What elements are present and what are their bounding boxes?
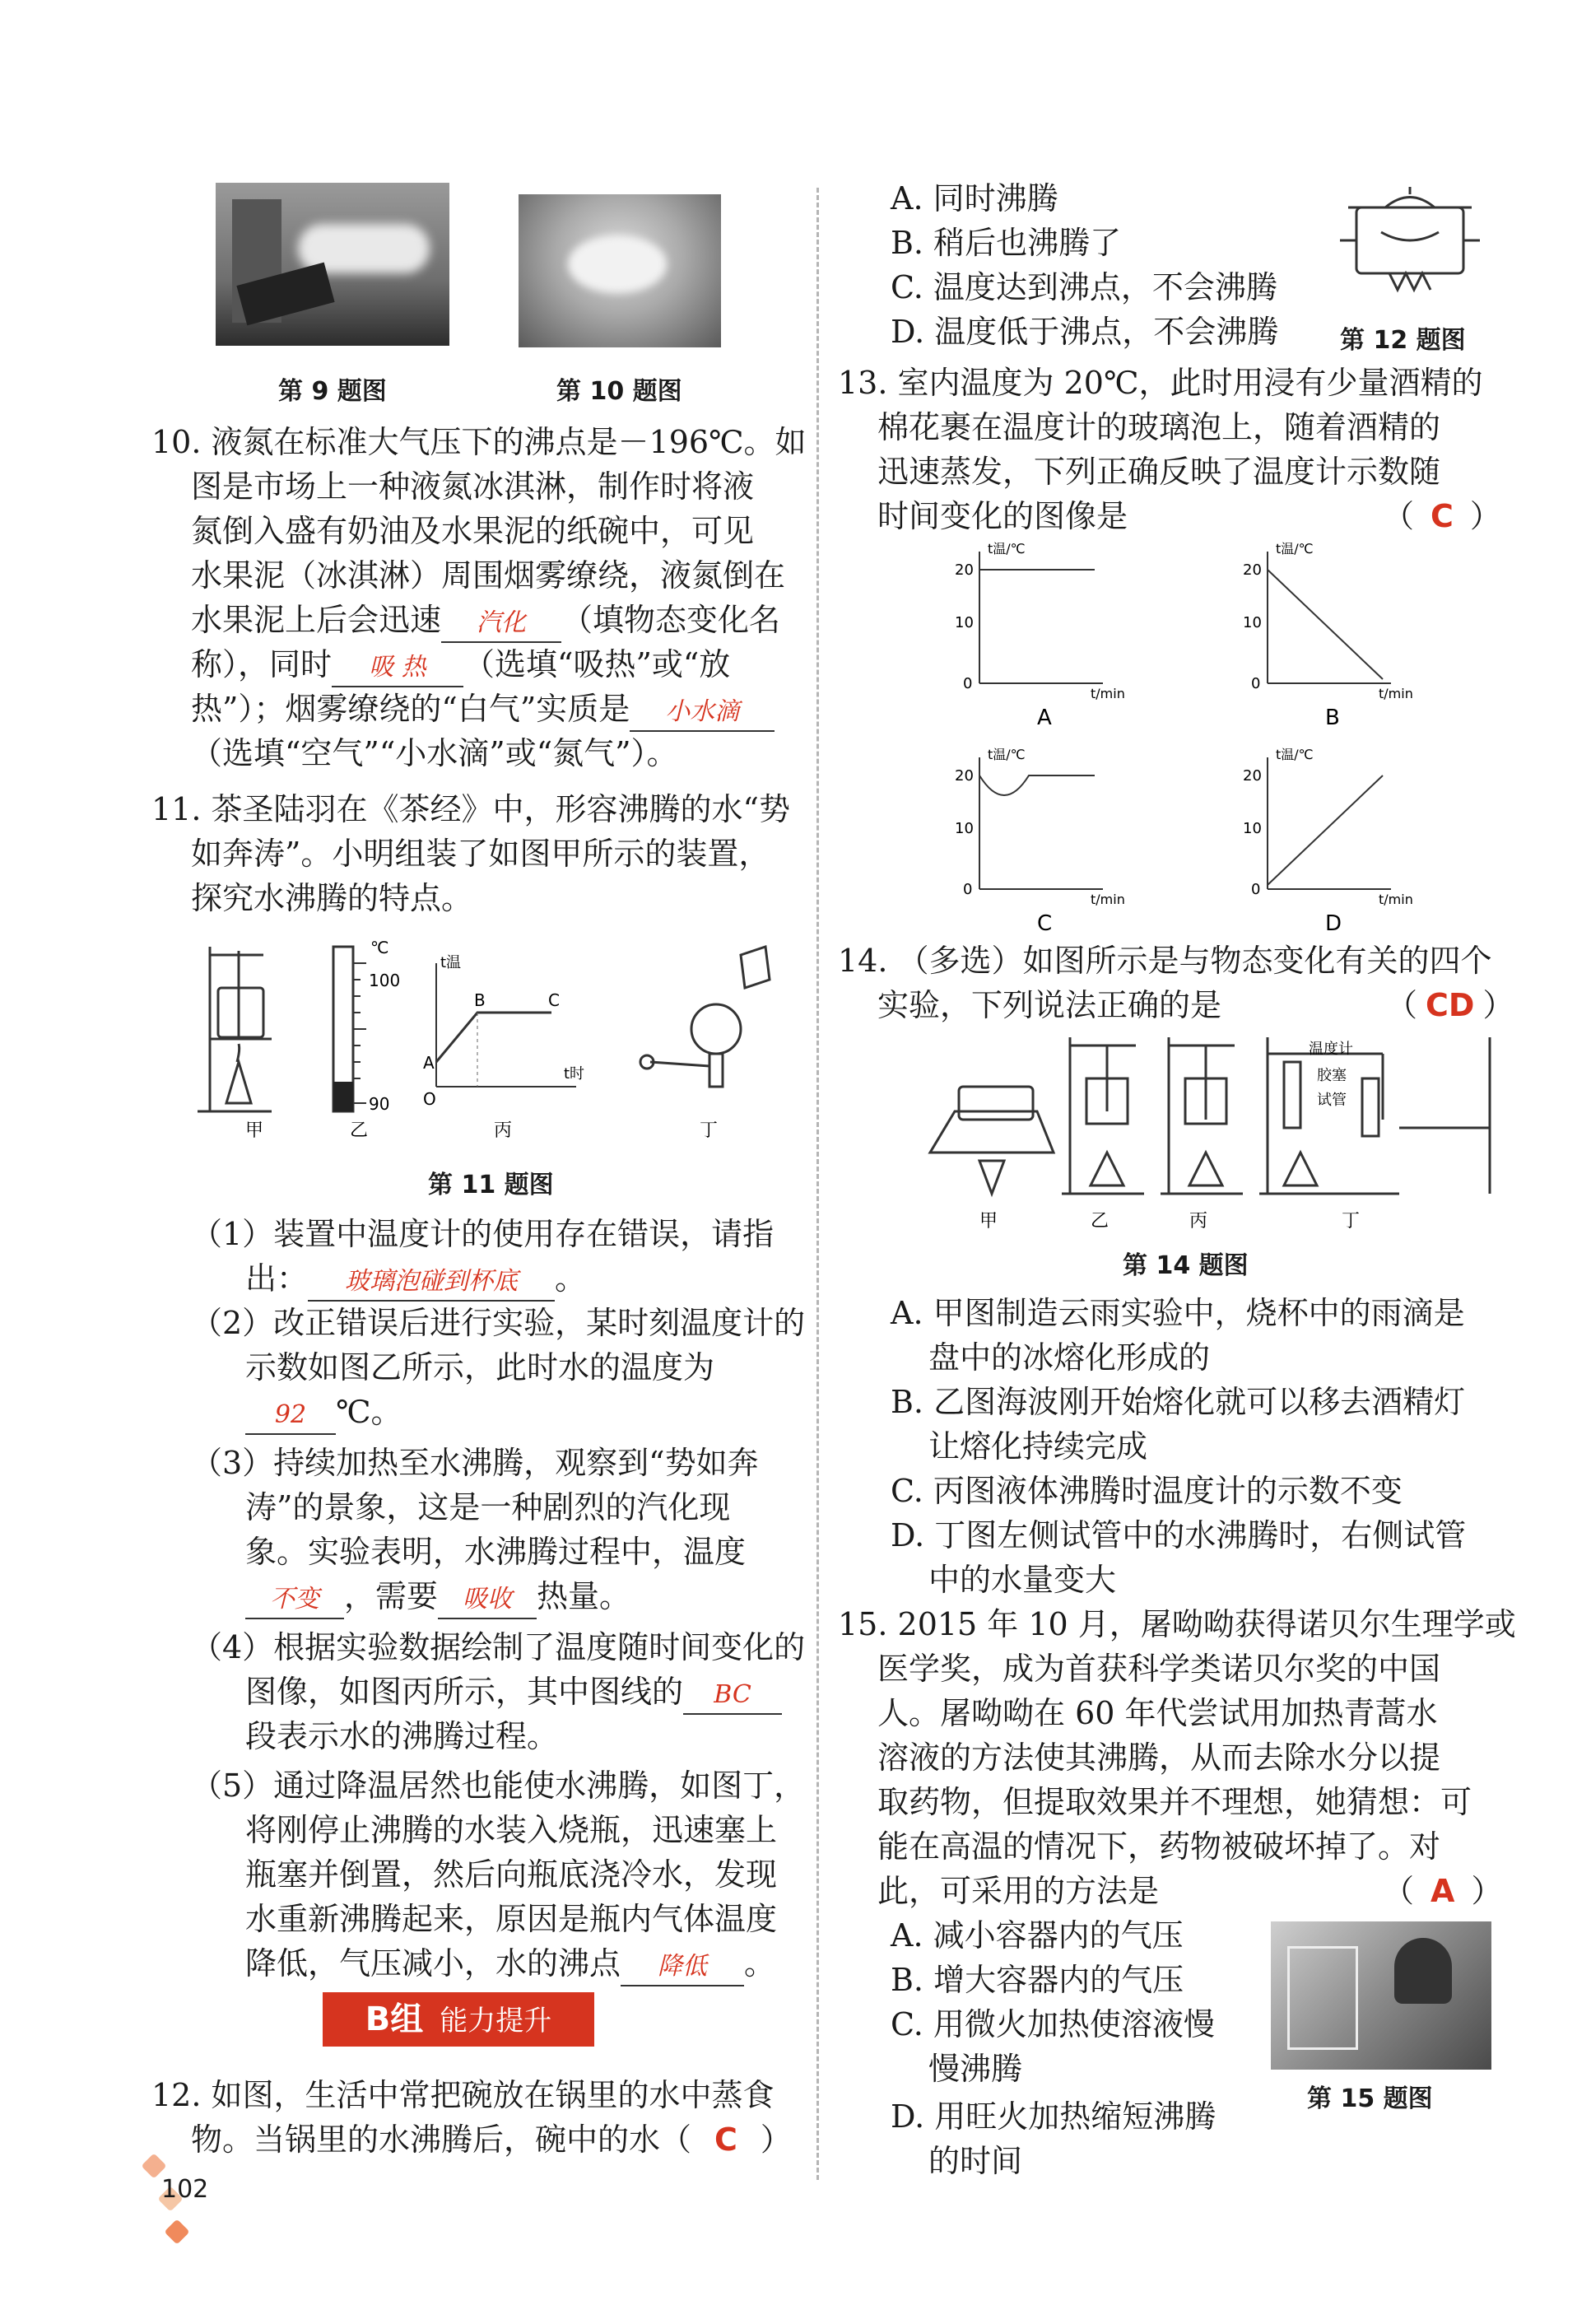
q10-line1: 10. 液氮在标准大气压下的沸点是－196℃。如 (151, 424, 807, 460)
fig14-text-thermometer: 温度计 (1309, 1041, 1353, 1058)
q11-p2-line1: （2）改正错误后进行实验，某时刻温度计的 (191, 1305, 806, 1341)
graph-c-tick: 10 (955, 820, 974, 837)
q10-text: （填物态变化名 (561, 602, 781, 638)
q11-p1-line1: （1）装置中温度计的使用存在错误，请指 (191, 1216, 775, 1252)
point-b: B (474, 990, 486, 1010)
q10-answer-1: 汽化 (477, 608, 527, 637)
fig14-label-ding: 丁 (1342, 1211, 1361, 1232)
section-banner (323, 1992, 594, 2047)
thermo-bottom: 90 (369, 1094, 390, 1114)
q12-line1: 12. 如图，生活中常把碗放在锅里的水中蒸食 (151, 2077, 775, 2113)
q15-line7: 此，可采用的方法是 (877, 1873, 1160, 1909)
fig9-photo (216, 183, 449, 346)
graph-d-tick: 0 (1251, 881, 1261, 898)
graph-b-tick: 20 (1243, 561, 1262, 579)
q10-line8: （选填“空气”“小水滴”或“氮气”）。 (191, 735, 678, 771)
graph-a (955, 541, 1125, 730)
q10-answer-blank (630, 691, 775, 732)
fig11-label-jia: 甲 (245, 1120, 264, 1141)
graph-b-tick: 0 (1251, 675, 1261, 692)
q14-line2: 实验，下列说法正确的是 (877, 987, 1222, 1023)
flask-ding (640, 947, 770, 1087)
fig9-caption: 第 9 题图 (278, 377, 387, 406)
q12-option-a: A. 同时沸腾 (891, 180, 1058, 217)
q14-answer: CD (1426, 987, 1475, 1023)
graph-d-tick: 20 (1243, 767, 1262, 785)
q11-answer-blank (438, 1578, 537, 1619)
column-divider (816, 188, 819, 2180)
graph-c-tick: 20 (955, 767, 974, 785)
q13-line2: 棉花裹在温度计的玻璃泡上，随着酒精的 (877, 409, 1441, 445)
banner-group: B组 (365, 2000, 424, 2038)
fig11-diagram (189, 930, 798, 1144)
q11-p3-line1: （3）持续加热至水沸腾，观察到“势如奔 (191, 1445, 759, 1481)
fig15-caption: 第 15 题图 (1307, 2084, 1433, 2113)
graph-t-label: t温 (440, 954, 462, 971)
graph-d-xaxis: t/min (1379, 892, 1413, 907)
q14-line1: 14. （多选）如图所示是与物态变化有关的四个 (838, 943, 1492, 979)
fig12-caption: 第 12 题图 (1340, 326, 1466, 355)
q10-text: 热”）；烟雾缭绕的“白气”实质是 (191, 691, 630, 727)
graph-a-tick: 10 (955, 614, 974, 631)
q11-p2-answer: 92 (274, 1400, 307, 1429)
graph-b-xaxis: t/min (1379, 686, 1413, 701)
graph-b-label: B (1325, 706, 1340, 730)
q12-line2 (191, 2117, 792, 2162)
q15-line4: 溶液的方法使其沸腾，从而去除水分以提 (877, 1740, 1441, 1776)
q11-line3: 探究水沸腾的特点。 (191, 880, 473, 916)
q11-p5-line4: 水重新沸腾起来，原因是瓶内气体温度 (245, 1901, 778, 1937)
q11-text: ℃。 (336, 1394, 402, 1430)
q14-option-d: D. 丁图左侧试管中的水沸腾时，右侧试管 (891, 1517, 1467, 1553)
q11-p4-line3: 段表示水的沸腾过程。 (245, 1718, 559, 1754)
q14-option-b: B. 乙图海波刚开始熔化就可以移去酒精灯 (891, 1384, 1466, 1420)
q15-line6: 能在高温的情况下，药物被破坏掉了。对 (877, 1828, 1441, 1865)
q13-line4: 时间变化的图像是 (877, 498, 1128, 534)
thermo-unit: ℃ (370, 938, 389, 957)
q10-line6 (191, 642, 730, 687)
graph-time-label: t时 (564, 1065, 585, 1083)
q11-p4-answer: BC (714, 1680, 751, 1709)
q10-text: 称），同时 (191, 646, 333, 682)
q13-line1: 13. 室内温度为 20℃，此时用浸有少量酒精的 (838, 365, 1483, 401)
graph-d (1243, 747, 1413, 936)
fig10-caption: 第 10 题图 (556, 377, 682, 406)
q15-line5: 取药物，但提取效果并不理想，她猜想：可 (877, 1784, 1472, 1820)
graph-a-tick: 20 (955, 561, 974, 579)
fig14-label-yi: 乙 (1091, 1211, 1110, 1232)
q15-option-d: D. 用旺火加热缩短沸腾 (891, 2098, 1217, 2135)
graph-c-yaxis: t温/℃ (988, 747, 1026, 762)
graph-bing (423, 954, 584, 1109)
q11-answer-blank (245, 1578, 344, 1619)
thermometer-yi (333, 938, 400, 1114)
fig11-label-bing: 丙 (494, 1120, 513, 1141)
q11-answer-blank (683, 1674, 782, 1715)
q14-option-a-cont: 盘中的冰熔化形成的 (928, 1339, 1211, 1376)
q13-graphs (922, 535, 1514, 947)
q13-line3: 迅速蒸发，下列正确反映了温度计示数随 (877, 454, 1441, 490)
q15-bracket: （ A ） (1383, 1873, 1503, 1909)
q11-text: ，需要 (344, 1578, 439, 1614)
q10-line4: 水果泥（冰淇淋）周围烟雾缭绕，液氮倒在 (191, 557, 786, 594)
q14-option-a: A. 甲图制造云雨实验中，烧杯中的雨滴是 (891, 1295, 1465, 1331)
q11-p4-line1: （4）根据实验数据绘制了温度随时间变化的 (191, 1629, 806, 1665)
q11-answer-blank (245, 1394, 336, 1435)
fig15-photo (1271, 1921, 1491, 2070)
fig12-pot (1340, 183, 1480, 306)
q11-p3-answer1: 不变 (270, 1585, 319, 1614)
q11-line1: 11. 茶圣陆羽在《茶经》中，形容沸腾的水“势 (151, 791, 790, 827)
q11-p2-line2: 示数如图乙所示，此时水的温度为 (245, 1349, 715, 1386)
graph-b-tick: 10 (1243, 614, 1262, 631)
graph-c-xaxis: t/min (1091, 892, 1125, 907)
q11-text: 热量。 (537, 1578, 631, 1614)
graph-d-label: D (1325, 911, 1342, 936)
graph-a-xaxis: t/min (1091, 686, 1125, 701)
q11-text: 出： (245, 1260, 309, 1297)
q15-line3: 人。屠呦呦在 60 年代尝试用加热青蒿水 (877, 1695, 1438, 1731)
q15-option-c-cont: 慢沸腾 (928, 2051, 1023, 2087)
q11-p3-line2: 涛”的景象，这是一种剧烈的汽化现 (245, 1489, 731, 1525)
q11-p4-line2 (245, 1670, 782, 1715)
q10-line3: 氮倒入盛有奶油及水果泥的纸碗中，可见 (191, 513, 755, 549)
q15-option-b: B. 增大容器内的气压 (891, 1962, 1184, 1998)
q11-answer-blank (621, 1945, 744, 1986)
graph-d-tick: 10 (1243, 820, 1262, 837)
q10-text: 水果泥上后会迅速 (191, 602, 442, 638)
q10-answer-3: 小水滴 (665, 697, 740, 726)
fig14-diagram (922, 1029, 1498, 1235)
q10-answer-blank (441, 602, 561, 643)
graph-a-yaxis: t温/℃ (988, 541, 1026, 557)
q14-bracket: （ CD ） (1386, 987, 1514, 1023)
point-c: C (548, 990, 560, 1010)
q11-p1-answer: 玻璃泡碰到杯底 (345, 1267, 519, 1296)
stand-jia (198, 947, 272, 1111)
fig14-text-tube: 试管 (1317, 1092, 1347, 1109)
graph-a-label: A (1037, 706, 1052, 730)
q10-line5 (191, 598, 780, 643)
q13-answer: C (1431, 498, 1454, 534)
q11-p5-line3: 瓶塞并倒置，然后向瓶底浇冷水，发现 (245, 1856, 778, 1893)
q11-answer-blank (308, 1260, 555, 1302)
q10-text: （选填“吸热”或“放 (463, 646, 731, 682)
q14-option-d-cont: 中的水量变大 (928, 1562, 1117, 1598)
graph-c-label: C (1037, 911, 1053, 936)
thermo-top: 100 (369, 971, 401, 990)
graph-c (955, 747, 1125, 936)
fig11-label-yi: 乙 (350, 1120, 369, 1141)
page-decoration (164, 2219, 189, 2244)
fig14-caption: 第 14 题图 (1123, 1251, 1249, 1280)
q11-p5-line2: 将刚停止沸腾的水装入烧瓶，迅速塞上 (245, 1812, 778, 1848)
graph-c-tick: 0 (963, 881, 973, 898)
page-number: 102 (161, 2175, 209, 2204)
q11-line2: 如奔涛”。小明组装了如图甲所示的装置， (191, 836, 770, 872)
q12-option-b: B. 稍后也沸腾了 (891, 225, 1122, 261)
q11-p3-line4 (245, 1574, 630, 1619)
q11-text: 。 (744, 1945, 776, 1982)
q14-option-c: C. 丙图液体沸腾时温度计的示数不变 (891, 1473, 1403, 1509)
fig11-label-ding: 丁 (700, 1120, 719, 1141)
q12-text: ） (760, 2121, 792, 2158)
q15-option-d-cont: 的时间 (928, 2143, 1023, 2179)
q11-text: 降低，气压减小，水的沸点 (245, 1945, 621, 1982)
graph-b-yaxis: t温/℃ (1276, 541, 1314, 557)
q11-text: 图像，如图丙所示，其中图线的 (245, 1674, 684, 1710)
q11-text: 。 (555, 1260, 587, 1297)
q10-answer-blank (332, 646, 463, 687)
point-a: A (423, 1053, 435, 1073)
fig14-text-stopper: 胶塞 (1317, 1067, 1347, 1084)
q12-option-c: C. 温度达到沸点，不会沸腾 (891, 269, 1277, 305)
q15-line2: 医学奖，成为首获科学类诺贝尔奖的中国 (877, 1651, 1441, 1687)
q12-text: 物。当锅里的水沸腾后，碗中的水（ (191, 2121, 692, 2158)
q15-answer: A (1431, 1873, 1455, 1909)
graph-a-tick: 0 (963, 675, 973, 692)
q10-line7 (191, 687, 775, 732)
q11-p3-line3: 象。实验表明，水沸腾过程中，温度 (245, 1534, 747, 1570)
q14-option-b-cont: 让熔化持续完成 (928, 1428, 1148, 1465)
q15-line1: 15. 2015 年 10 月，屠呦呦获得诺贝尔生理学或 (838, 1606, 1516, 1642)
q15-option-c: C. 用微火加热使溶液慢 (891, 2006, 1215, 2042)
fig10-photo (519, 194, 721, 347)
q12-answer: C (714, 2121, 737, 2158)
q11-p5-line5 (245, 1941, 775, 1986)
q11-p3-answer2: 吸收 (463, 1585, 513, 1614)
q15-option-a: A. 减小容器内的气压 (891, 1917, 1184, 1954)
q12-option-d: D. 温度低于沸点，不会沸腾 (891, 314, 1279, 350)
graph-d-yaxis: t温/℃ (1276, 747, 1314, 762)
q11-p5-line1: （5）通过降温居然也能使水沸腾，如图丁， (191, 1767, 806, 1804)
q10-answer-2: 吸 热 (369, 653, 426, 682)
q11-p5-answer: 降低 (658, 1952, 708, 1981)
fig11-caption: 第 11 题图 (428, 1171, 554, 1199)
q11-p2-line3 (245, 1390, 402, 1435)
q13-bracket: （ C ） (1383, 498, 1501, 534)
fig14-label-bing: 丙 (1189, 1211, 1208, 1232)
q10-line2: 图是市场上一种液氮冰淇淋，制作时将液 (191, 468, 755, 505)
q11-p1-line2 (245, 1256, 586, 1302)
graph-b (1243, 541, 1413, 730)
banner-title: 能力提升 (440, 2005, 552, 2038)
point-o: O (423, 1089, 436, 1109)
fig14-label-jia: 甲 (979, 1211, 998, 1232)
